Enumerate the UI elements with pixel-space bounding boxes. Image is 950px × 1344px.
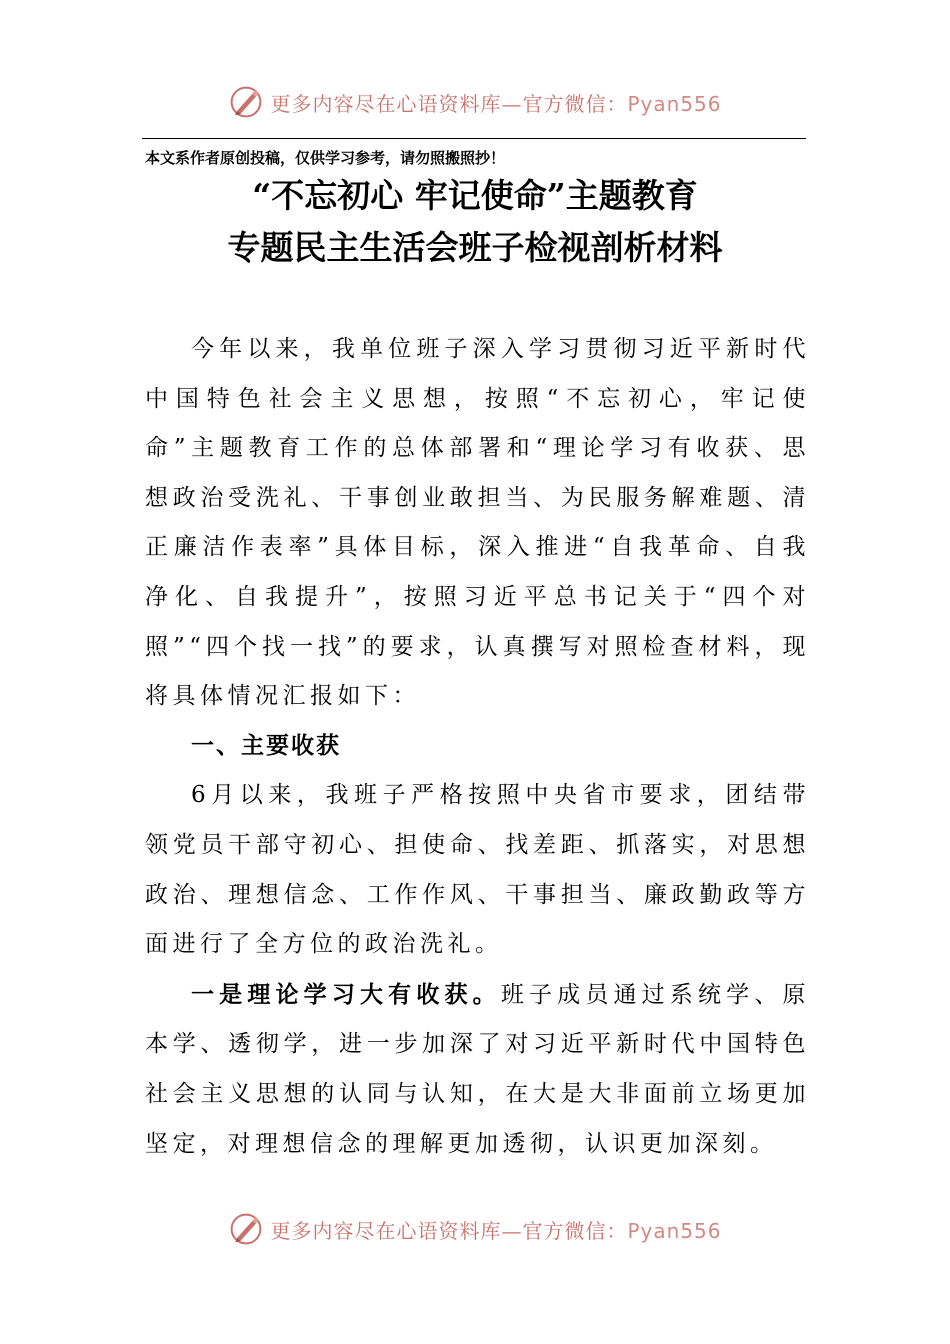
document-title-line-1: “不忘初心 牢记使命”主题教育 bbox=[252, 176, 698, 215]
section-heading-main-gains: 一、主要收获 bbox=[191, 732, 341, 759]
watermark-footer bbox=[0, 1209, 950, 1249]
point1-paragraph bbox=[145, 970, 810, 1169]
section1-paragraph: 6月以来，我班子严格按照中央省市要求，团结带领党员干部守初心、担使命、找差距、抓落实，对思想政治、理想信念、工作作风、干事担当、廉政勤政等方面进行了全方位的政治洗礼。 bbox=[145, 782, 810, 958]
watermark-text: 更多内容尽在心语资料库—官方微信：Pyan556 bbox=[270, 1218, 722, 1243]
document-body bbox=[145, 325, 810, 1169]
pen-logo-icon bbox=[228, 1211, 264, 1247]
document-title-line-2: 专题民主生活会班子检视剖析材料 bbox=[227, 228, 723, 267]
watermark-text: 更多内容尽在心语资料库—官方微信：Pyan556 bbox=[270, 91, 722, 116]
header-divider bbox=[142, 138, 806, 139]
watermark-header bbox=[0, 82, 950, 122]
intro-paragraph: 今年以来，我单位班子深入学习贯彻习近平新时代中国特色社会主义思想，按照“不忘初心，牢记使命”主题教育工作的总体部署和“理论学习有收获、思想政治受洗礼、干事创业敢担当、为民服务解难题、清正廉洁作表率”具体目标，深入推进“自我革命、自我净化、自我提升”，按照习近平总书记关于“四个对照”“四个找一找”的要求，认真撰写对照检查材料，现将具体情况汇报如下： bbox=[145, 336, 810, 710]
point1-text: 班子成员通过系统学、原本学、透彻学，进一步加深了对习近平新时代中国特色社会主义思想的认同与认知，在大是大非面前立场更加坚定，对理想信念的理解更加透彻，认识更加深刻。 bbox=[145, 981, 811, 1157]
copyright-notice: 本文系作者原创投稿，仅供学习参考，请勿照搬照抄！ bbox=[145, 149, 506, 167]
point1-lead: 一是理论学习大有收获。 bbox=[191, 980, 501, 1008]
pen-logo-icon bbox=[228, 84, 264, 120]
